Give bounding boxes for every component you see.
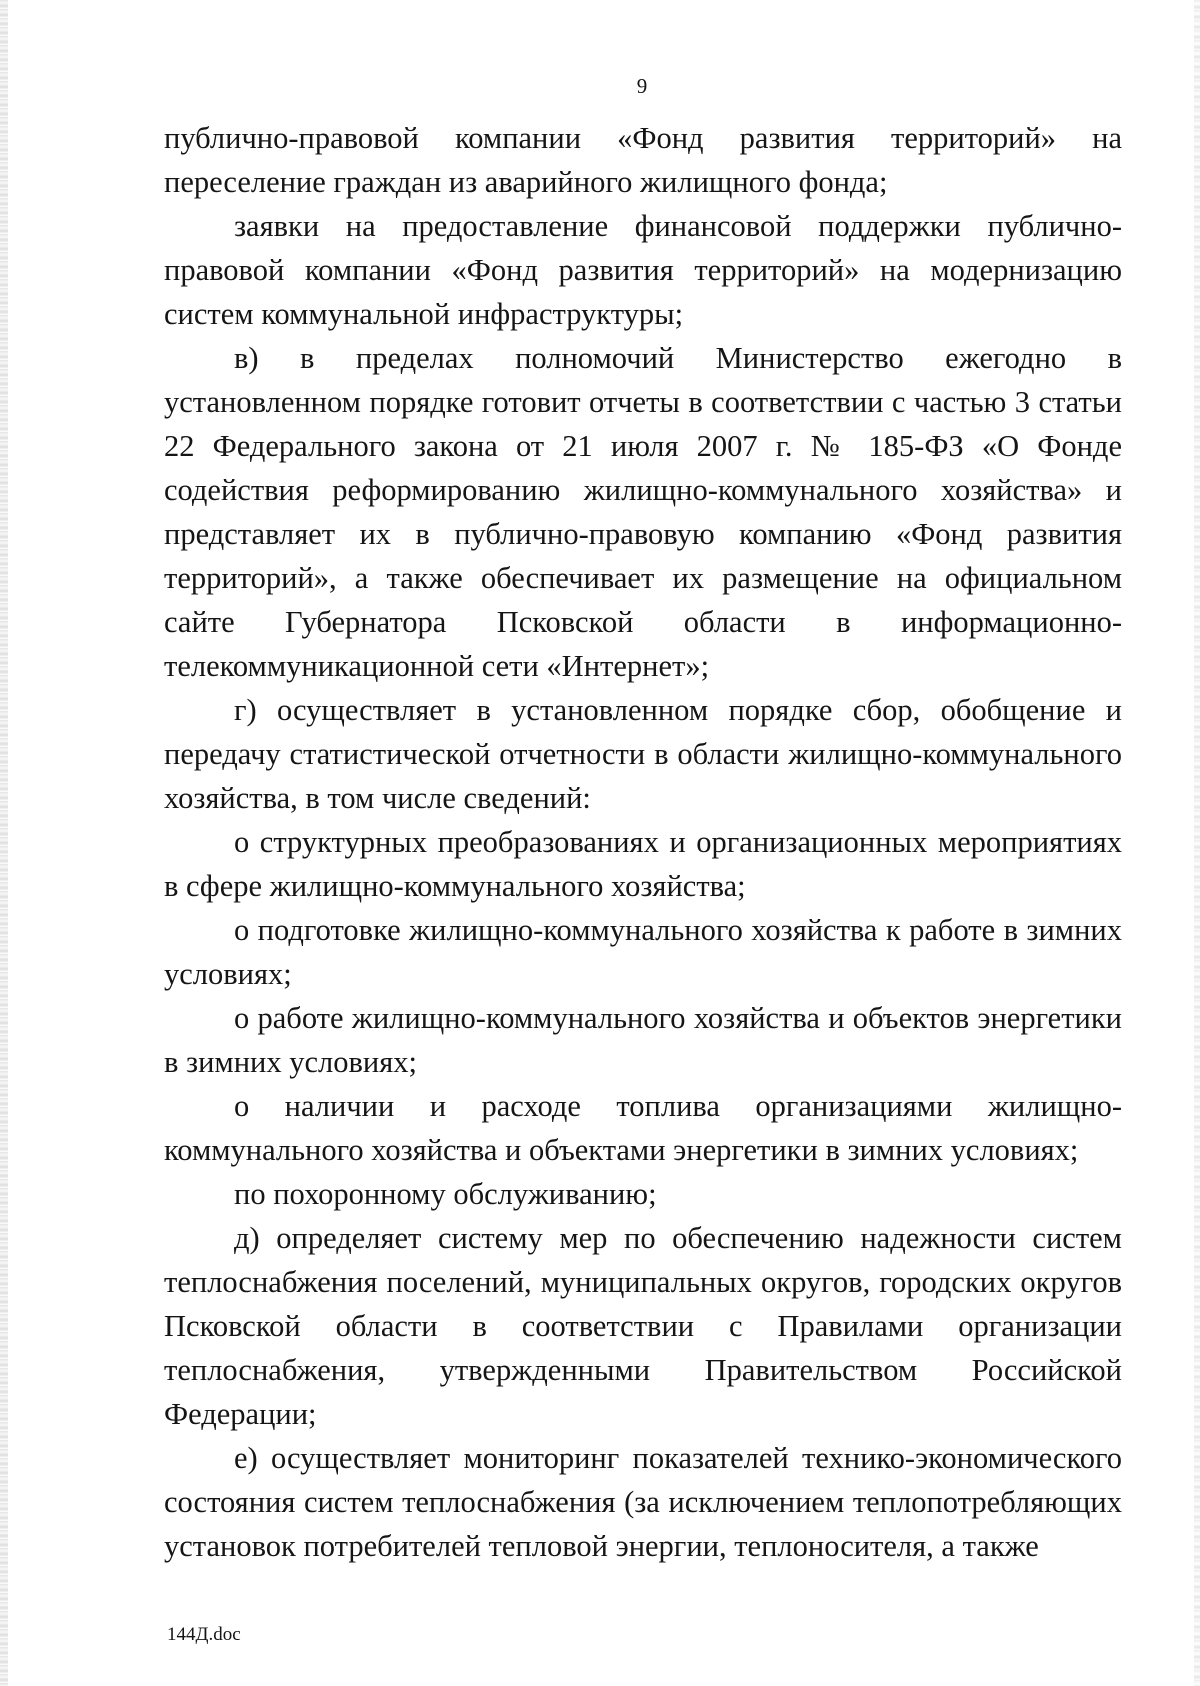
scan-edge-right bbox=[1194, 0, 1200, 1686]
paragraph-7: о работе жилищно-коммунального хозяйства и объектов энергетики в зимних условиях; bbox=[164, 1001, 1122, 1079]
paragraph-8: о наличии и расходе топлива организациями жилищно-коммунального хозяйства и объектами энергетики в зимних условиях; bbox=[164, 1089, 1122, 1167]
paragraph-3: в) в пределах полномочий Министерство ежегодно в установленном порядке готовит отчеты в соответствии с частью 3 статьи 22 Федерального закона от 21 июля 2007 г. № 185-ФЗ «О Фонде содействия реформированию жилищно-коммунального хозяйства» и представляет их в публично-правовую компанию «Фонд развития территорий», а также обеспечивает их размещение на официальном сайте Губернатора Псковской области в информационно-телекоммуникационной сети «Интернет»; bbox=[164, 341, 1122, 683]
paragraph-6: о подготовке жилищно-коммунального хозяйства к работе в зимних условиях; bbox=[164, 913, 1122, 991]
paragraph-5: о структурных преобразованиях и организационных мероприятиях в сфере жилищно-коммунального хозяйства; bbox=[164, 825, 1122, 903]
scan-edge-left bbox=[0, 0, 8, 1686]
paragraph-11: е) осуществляет мониторинг показателей технико-экономического состояния систем теплоснабжения (за исключением теплопотребляющих установок потребителей тепловой энергии, теплоносителя, а также bbox=[164, 1441, 1122, 1563]
paragraph-9: по похоронному обслуживанию; bbox=[234, 1177, 657, 1211]
document-body bbox=[164, 116, 1122, 1568]
paragraph-2: заявки на предоставление финансовой поддержки публично-правовой компании «Фонд развития территорий» на модернизацию систем коммунальной инфраструктуры; bbox=[164, 209, 1122, 331]
paragraph-4: г) осуществляет в установленном порядке сбор, обобщение и передачу статистической отчетности в области жилищно-коммунального хозяйства, в том числе сведений: bbox=[164, 693, 1122, 815]
paragraph-10: д) определяет систему мер по обеспечению надежности систем теплоснабжения поселений, муниципальных округов, городских округов Псковской области в соответствии с Правилами организации теплоснабжения, утвержденными Правительством Российской Федерации; bbox=[164, 1221, 1122, 1431]
paragraph-1: публично-правовой компании «Фонд развития территорий» на переселение граждан из аварийного жилищного фонда; bbox=[164, 121, 1122, 199]
page-number: 9 bbox=[636, 74, 648, 98]
footer-filename: 144Д.doc bbox=[167, 1624, 241, 1645]
